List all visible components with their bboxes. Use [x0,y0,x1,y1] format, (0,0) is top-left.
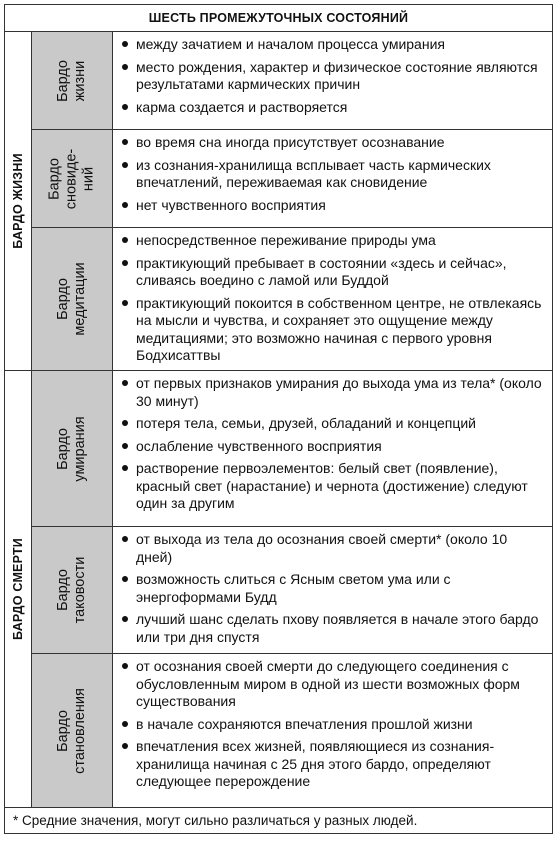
list-item [121,295,546,365]
bullets-cell [113,32,553,130]
bardo-name-cell [32,228,113,371]
bardo-name-line: Бардо [55,278,71,320]
table-row [5,228,553,371]
item-text: практикующий пребывает в состоянии «здесь и сейчас», сливаясь воедино с ламой или Буддой [136,254,507,288]
bardo-name-line: умирания [72,415,88,482]
bullet-icon [122,64,128,70]
bardo-table [4,4,553,834]
table-row [5,654,553,808]
item-text: практикующий покоится в собственном центре, не отвлекаясь на мысли и чувства, и сохраняет это ощущение между медитациями; это возможно начиная с первого уровня Бодхисаттвы [136,294,542,363]
bardo-name-line: Бардо [55,59,71,102]
bullet-list [121,134,546,214]
bullets-cell [113,654,553,808]
item-text: от первых признаков умирания до выхода ума из тела* (около 30 минут) [136,375,542,409]
bullet-list [121,658,546,791]
list-item [121,415,546,433]
item-text: растворение первоэлементов: белый свет (появление), красный свет (нарастание) и чернота (достижение) следуют один за другим [136,460,528,511]
bardo-name [55,416,89,481]
footnote-row [5,808,553,834]
bardo-name-line: Бардо [55,709,71,752]
item-text: возможность слиться с Ясным светом ума или с энергоформами Будд [136,571,451,605]
bardo-name-cell [32,654,113,808]
bullet-list [121,232,546,365]
bardo-name [55,688,89,774]
bullet-icon [122,721,128,727]
section-label-cell [5,32,32,371]
section-label: БАРДО ЖИЗНИ [11,153,25,249]
item-text: впечатления всех жизней, появляющиеся из сознания-хранилища начиная с 25 дня этого бардо, определяют следующее перерождение [136,738,495,789]
item-text: между зачатием и началом процесса умирания [136,36,445,52]
bullet-icon [122,237,128,243]
table-title: ШЕСТЬ ПРОМЕЖУТОЧНЫХ СОСТОЯНИЙ [5,5,553,32]
bardo-name-line: жизни [72,60,88,101]
bullet-icon [122,260,128,266]
bardo-name-line: Бардо [55,569,71,611]
list-item [121,134,546,152]
item-text: непосредственное переживание природы ума [136,232,436,248]
item-text: из сознания-хранилища всплывает часть кармических впечатлений, переживаемая как сновидение [136,156,491,190]
bardo-name-line: Бардо [46,157,63,200]
bullet-icon [122,162,128,168]
item-text: во время сна иногда присутствует осознавание [136,134,445,150]
item-text: карма создается и растворяется [136,98,348,115]
page [4,4,553,847]
item-text: ослабление чувственного восприятия [136,437,382,454]
bullet-icon [122,300,128,306]
section-label-cell [5,371,32,808]
bullets-cell [113,527,553,654]
bardo-name [47,148,98,208]
bardo-name-line: таковости [72,556,88,624]
bardo-name-cell [32,130,113,228]
section-label: БАРДО СМЕРТИ [11,538,25,640]
bullets-cell [113,371,553,527]
footnote: * Средние значения, могут сильно различаться у разных людей. [5,808,553,834]
list-item [121,571,546,606]
bullet-icon [122,663,128,669]
list-item [121,99,546,117]
bullet-icon [122,443,128,449]
bullet-icon [122,420,128,426]
bardo-name-line: становления [72,687,88,774]
table-row [5,32,553,130]
bardo-name-line: Бардо [55,427,71,470]
list-item [121,460,546,513]
item-text: потеря тела, семьи, друзей, обладаний и концепций [136,415,477,431]
bardo-name-line: медитации [72,262,88,336]
bardo-name [55,557,89,624]
item-text: в начале сохраняются впечатления прошлой жизни [136,715,473,732]
bardo-name [55,262,89,335]
bardo-name-cell [32,371,113,527]
bardo-name-cell [32,527,113,654]
list-item [121,375,546,410]
bardo-name-line: сновиде- [63,148,80,209]
bullet-icon [122,380,128,386]
list-item [121,438,546,456]
list-item [121,157,546,192]
table-row [5,130,553,228]
bullet-icon [122,41,128,47]
bullet-icon [122,743,128,749]
item-text: место рождения, характер и физическое состояние являются результатами кармических причин [136,58,538,92]
bullet-icon [122,576,128,582]
list-item [121,738,546,791]
item-text: нет чувственного восприятия [136,196,326,213]
list-item [121,611,546,646]
bullet-icon [122,616,128,622]
bullet-list [121,531,546,646]
bardo-name-line: ний [80,166,97,191]
bullet-icon [122,104,128,110]
list-item [121,658,546,711]
item-text: от выхода из тела до осознания своей смерти* (около 10 дней) [136,531,508,565]
bullet-icon [122,139,128,145]
bardo-name-cell [32,32,113,130]
list-item [121,36,546,54]
table-row [5,527,553,654]
bullets-cell [113,130,553,228]
bullets-cell [113,228,553,371]
title-row [5,5,553,32]
table-row [5,371,553,527]
bullet-icon [122,202,128,208]
list-item [121,255,546,290]
list-item [121,197,546,215]
list-item [121,716,546,734]
list-item [121,531,546,566]
bullet-list [121,36,546,116]
bullet-icon [122,536,128,542]
bullet-icon [122,465,128,471]
bullet-list [121,375,546,513]
item-text: лучший шанс сделать пхову появляется в начале этого бардо или три дня спустя [136,611,539,645]
list-item [121,232,546,250]
bardo-name [55,60,89,102]
item-text: от осознания своей смерти до следующего соединения с обусловленным миром в одной из шести возможных форм существования [136,658,520,709]
list-item [121,59,546,94]
